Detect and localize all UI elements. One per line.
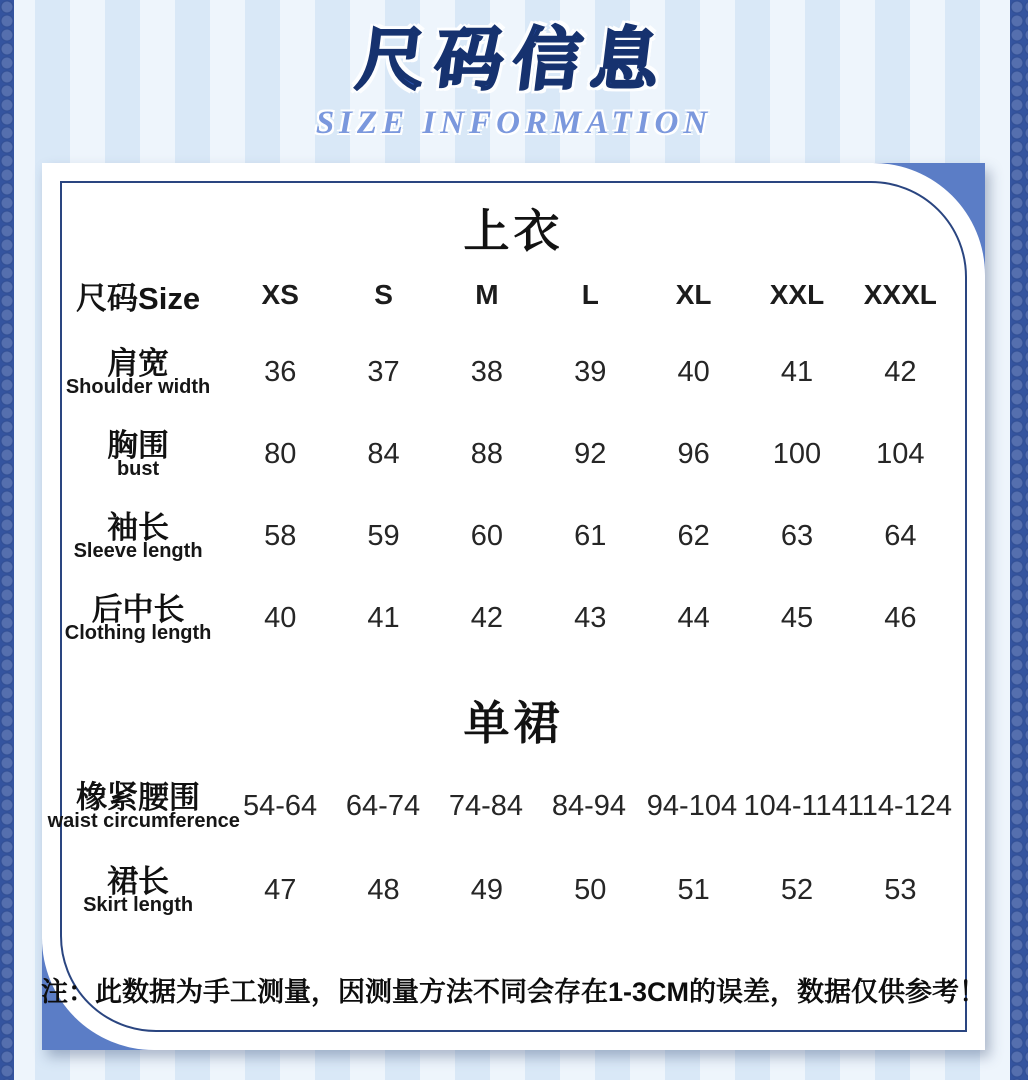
cell-value: 54-64 [242,789,318,822]
row-label [42,345,229,398]
size-col-l: L [581,279,599,310]
cell-value: 61 [574,519,607,552]
cell-value: 63 [780,519,814,552]
size-col-xxxl: XXXL [863,279,937,310]
cell-value: 37 [367,355,400,388]
size-col-xs: XS [261,279,299,310]
row-label-en: bust [116,457,160,480]
cell-value: 104 [876,437,925,470]
row-label-cn: 袖长 [107,509,170,545]
cell-value: 64 [884,519,917,552]
cell-value: 43 [574,601,607,634]
table-row-sleeve-length [42,501,985,571]
cell-value: 50 [574,873,607,906]
row-label-en: Sleeve length [73,539,203,562]
cell-value: 42 [884,355,917,388]
cell-value: 64-74 [345,789,421,822]
row-label-cn: 裙长 [107,863,170,899]
cell-value: 60 [470,519,504,552]
row-label-cn: 后中长 [91,591,185,627]
cell-value: 114-124 [847,789,952,822]
size-col-xxl: XXL [769,279,825,310]
cell-value: 92 [574,437,607,470]
row-label [42,863,229,916]
cell-value: 42 [470,601,504,634]
cell-value: 53 [884,873,917,906]
page-title-english: SIZE INFORMATION [315,105,713,141]
table-row-shoulder-width [42,337,985,407]
row-label-cn: 橡紧腰围 [76,779,201,815]
row-label [42,779,240,832]
cell-value: 96 [677,437,710,470]
row-label-en: Clothing length [64,621,212,644]
cell-value: 44 [677,601,710,634]
page-header [0,6,1028,142]
table-row-clothing-length [42,583,985,653]
right-border-texture-bar [1010,0,1028,1080]
size-col-m: M [475,279,499,310]
cell-value: 80 [264,437,297,470]
size-chart-content [42,163,985,1019]
page-title-chinese: 尺码信息 [352,22,674,98]
table-row-bust [42,419,985,489]
section-title-top: 上衣 [463,205,564,257]
cell-value: 84 [367,437,400,470]
row-label-en: Skirt length [83,893,194,916]
cell-value: 49 [470,873,504,906]
cell-value: 48 [367,873,400,906]
cell-value: 40 [677,355,710,388]
cell-value: 40 [264,601,297,634]
size-col-s: S [374,279,393,310]
cell-value: 39 [574,355,607,388]
section-title-skirt: 单裙 [463,698,564,749]
row-label-en: waist circumference [47,809,240,832]
cell-value: 74-84 [448,789,524,822]
cell-value: 58 [264,519,297,552]
row-label-en: Shoulder width [65,375,211,398]
cell-value: 84-94 [551,789,627,822]
size-header-label: 尺码Size [76,280,201,316]
cell-value: 62 [677,519,710,552]
cell-value: 46 [884,601,917,634]
size-header-row [42,265,985,325]
cell-value: 100 [772,437,822,470]
cell-value: 51 [677,873,710,906]
row-label [42,509,229,562]
table-row-skirt-length [42,851,985,929]
cell-value: 88 [470,437,504,470]
measurement-disclaimer-note: 注：此数据为手工测量，因测量方法不同会存在1-3CM的误差，数据仅供参考！ [41,976,987,1007]
cell-value: 104-114 [743,789,848,822]
left-border-texture-bar [0,0,14,1080]
cell-value: 47 [264,873,297,906]
size-col-xl: XL [675,279,712,310]
cell-value: 41 [367,601,400,634]
row-label-cn: 肩宽 [107,345,170,381]
cell-value: 36 [264,355,297,388]
row-label [42,591,229,644]
cell-value: 59 [367,519,400,552]
cell-value: 94-104 [646,789,738,822]
cell-value: 52 [780,873,814,906]
cell-value: 45 [780,601,814,634]
row-label [42,427,229,480]
cell-value: 38 [470,355,504,388]
cell-value: 41 [780,355,814,388]
row-label-cn: 胸围 [107,427,170,463]
table-row-waist-circumference [42,767,985,845]
